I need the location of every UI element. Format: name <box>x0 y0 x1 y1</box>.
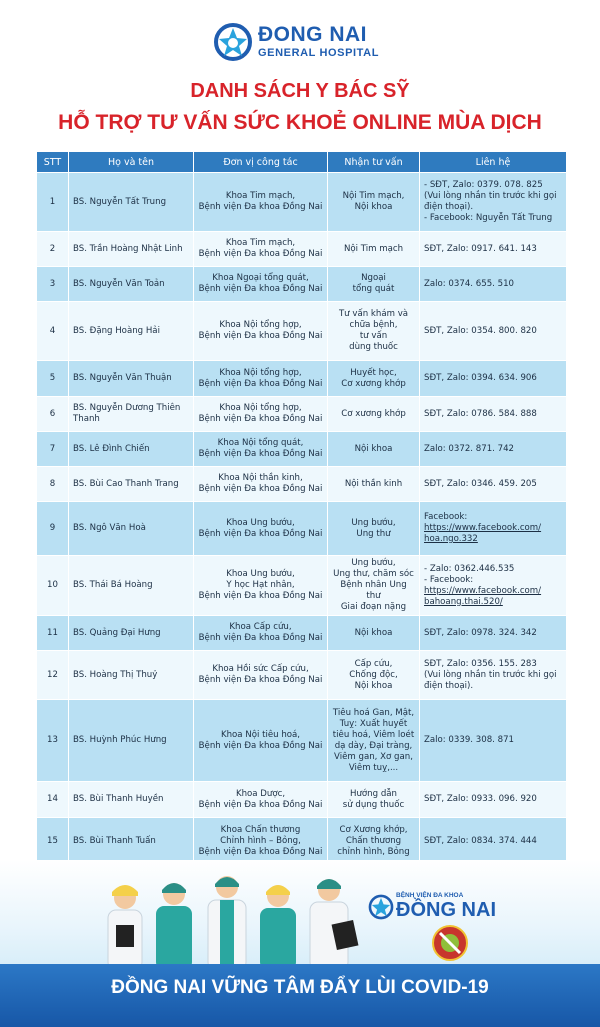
cell-line: Bệnh viện Đa khoa Đồng Nai <box>198 249 323 259</box>
doctor-name-cell <box>69 302 194 361</box>
cell-line: - Zalo: 0362.446.535 <box>424 563 515 574</box>
cell-line: Bệnh viện Đa khoa Đồng Nai <box>198 591 323 601</box>
cell-line: 11 <box>47 627 58 638</box>
doctor-name-cell <box>69 173 194 232</box>
doctor-name-cell <box>69 556 194 616</box>
table-body <box>37 173 567 865</box>
doctor-name-cell <box>69 502 194 556</box>
unit-cell <box>194 173 328 232</box>
contact-cell <box>420 302 567 361</box>
unit-cell <box>194 616 328 651</box>
cell-line: BS. Lê Đình Chiến <box>73 443 150 454</box>
table-row <box>37 700 567 782</box>
cell-line: Nội khoa <box>354 202 393 212</box>
cell-line: Chống độc, <box>349 669 398 680</box>
table-row <box>37 651 567 700</box>
doctor-name-cell <box>69 782 194 818</box>
stt-cell <box>37 467 69 502</box>
covid-stop-badge-icon <box>432 925 468 961</box>
cell-line: Viêm gan, Xơ gan, <box>334 751 413 762</box>
doctor-name-cell <box>69 267 194 302</box>
table-row <box>37 397 567 432</box>
cell-line: Nội khoa <box>354 627 393 638</box>
cell-line: 10 <box>47 580 58 590</box>
column-header: STT <box>37 152 69 173</box>
doctor-table <box>36 151 566 865</box>
cell-line: BS. Bùi Cao Thanh Trang <box>73 478 179 489</box>
hospital-star-icon <box>368 894 394 920</box>
cell-line: SĐT, Zalo: 0917. 641. 143 <box>424 243 537 254</box>
table-row <box>37 782 567 818</box>
cell-line: Bệnh nhân Ung thư <box>340 580 407 601</box>
medical-staff-illustration-icon <box>96 870 376 970</box>
cell-line: Hướng dẫn <box>350 788 397 799</box>
doctor-name-cell <box>69 616 194 651</box>
cell-line: Bệnh viện Đa khoa Đồng Nai <box>198 633 323 643</box>
cell-line: Bệnh viện Đa khoa Đồng Nai <box>198 484 323 494</box>
cell-line: SĐT, Zalo: 0346. 459. 205 <box>424 478 537 489</box>
cell-line: 6 <box>49 408 56 419</box>
support-cell <box>328 467 420 502</box>
cell-line: Khoa Nội tổng hợp, <box>219 403 302 413</box>
stt-cell <box>37 232 69 267</box>
table-row <box>37 502 567 556</box>
hospital-star-icon <box>213 22 253 62</box>
cell-line: Bệnh viện Đa khoa Đồng Nai <box>198 378 323 389</box>
cell-line: BS. Bùi Thanh Tuấn <box>73 835 156 846</box>
doctor-name-cell <box>69 432 194 467</box>
doctor-name-cell <box>69 467 194 502</box>
page-title: DANH SÁCH Y BÁC SỸ <box>190 80 410 102</box>
cell-line: 4 <box>49 325 56 336</box>
unit-cell <box>194 397 328 432</box>
facebook-link[interactable]: https://www.facebook.com/ <box>424 523 542 533</box>
cell-line: sử dụng thuốc <box>342 799 405 810</box>
cell-line: Giai đoạn nặng <box>340 602 407 612</box>
cell-line: Khoa Tim mạch, <box>225 191 296 201</box>
cell-line: tiêu hoá, Viêm loét <box>332 729 415 740</box>
cell-line: Nội khoa <box>354 680 393 691</box>
support-cell <box>328 502 420 556</box>
cell-line: Ung bướu, <box>351 517 396 528</box>
footer-hospital-name: ĐỒNG NAI <box>396 899 496 921</box>
cell-line: Tư vấn khám và <box>338 309 409 319</box>
cell-line: - SĐT, Zalo: 0379. 078. 825 <box>424 180 543 190</box>
cell-line: BS. Nguyễn Văn Toản <box>73 278 165 289</box>
cell-line: Bệnh viện Đa khoa Đồng Nai <box>198 740 323 751</box>
contact-cell <box>420 467 567 502</box>
cell-line: tổng quát <box>352 284 395 294</box>
unit-cell <box>194 782 328 818</box>
cell-line: Tiêu hoá Gan, Mật, <box>332 707 415 718</box>
cell-line: Nội Tim mạch <box>343 243 404 254</box>
cell-line: Facebook: <box>424 512 468 522</box>
logo-title: ĐONG NAI <box>258 23 367 46</box>
cell-line: 15 <box>47 835 58 846</box>
cell-line: Cấp cứu, <box>354 658 393 669</box>
unit-cell <box>194 700 328 782</box>
unit-cell <box>194 302 328 361</box>
support-cell <box>328 818 420 865</box>
cell-line: Zalo: 0372. 871. 742 <box>424 443 515 454</box>
cell-line: Khoa Ngoại tổng quát, <box>212 273 309 283</box>
stt-cell <box>37 361 69 397</box>
cell-line: Bệnh viện Đa khoa Đồng Nai <box>198 528 323 539</box>
cell-line: chữa bệnh, <box>349 320 398 330</box>
cell-line: BS. Đặng Hoàng Hải <box>73 325 160 336</box>
table-row <box>37 173 567 232</box>
cell-line: SĐT, Zalo: 0356. 155. 283 <box>424 658 537 669</box>
doctor-name-cell <box>69 651 194 700</box>
cell-line: Bệnh viện Đa khoa Đồng Nai <box>198 799 323 810</box>
stt-cell <box>37 502 69 556</box>
unit-cell <box>194 818 328 865</box>
unit-cell <box>194 232 328 267</box>
cell-line: Khoa Ung bướu, <box>226 569 295 579</box>
cell-line: Tuỵ: Xuất huyết <box>339 718 408 729</box>
unit-cell <box>194 432 328 467</box>
cell-line: 3 <box>49 278 56 289</box>
contact-cell <box>420 173 567 232</box>
unit-cell <box>194 651 328 700</box>
table-row <box>37 232 567 267</box>
unit-cell <box>194 502 328 556</box>
facebook-link[interactable]: bahoang.thai.520/ <box>424 596 503 607</box>
support-cell <box>328 782 420 818</box>
cell-line: Khoa Tim mạch, <box>225 238 296 248</box>
cell-line: Zalo: 0339. 308. 871 <box>424 735 515 745</box>
cell-line: Bệnh viện Đa khoa Đồng Nai <box>198 414 323 424</box>
contact-cell <box>420 232 567 267</box>
table-row <box>37 267 567 302</box>
cell-line: BS. Nguyễn Tất Trung <box>73 196 167 207</box>
cell-line: BS. Hoàng Thị Thuỷ <box>73 669 158 680</box>
contact-cell <box>420 700 567 782</box>
cell-line: BS. Trần Hoàng Nhật Linh <box>73 243 183 254</box>
page-subtitle: HỖ TRỢ TƯ VẤN SỨC KHOẺ ONLINE MÙA DỊCH <box>58 111 542 134</box>
cell-line: Nội thần kinh <box>344 478 403 489</box>
contact-cell <box>420 616 567 651</box>
support-cell <box>328 556 420 616</box>
cell-line: SĐT, Zalo: 0933. 096. 920 <box>424 794 537 804</box>
hospital-logo <box>0 18 600 70</box>
support-cell <box>328 397 420 432</box>
table-row <box>37 467 567 502</box>
cell-line: BS. Quảng Đại Hưng <box>73 627 161 638</box>
table-row <box>37 616 567 651</box>
cell-line: BS. Huỳnh Phúc Hưng <box>73 735 167 745</box>
table-row <box>37 361 567 397</box>
stt-cell <box>37 397 69 432</box>
cell-line: Khoa Nội tổng quát, <box>217 438 304 448</box>
cell-line: Khoa Nội thần kinh, <box>218 473 303 483</box>
table-header <box>37 152 567 173</box>
cell-line: Bệnh viện Đa khoa Đồng Nai <box>198 846 323 857</box>
support-cell <box>328 616 420 651</box>
column-header: Đơn vị công tác <box>194 152 328 173</box>
table-row <box>37 818 567 865</box>
cell-line: SĐT, Zalo: 0786. 584. 888 <box>424 408 537 419</box>
contact-cell <box>420 818 567 865</box>
cell-line: Y học Hạt nhân, <box>226 580 295 590</box>
support-cell <box>328 651 420 700</box>
cell-line: Ngoại <box>361 273 386 283</box>
cell-line: (Vui lòng nhắn tin trước khi gọi điện thoại). <box>424 191 557 212</box>
cell-line: Khoa Dược, <box>235 788 286 799</box>
facebook-link[interactable]: hoa.ngo.332 <box>424 534 478 544</box>
cell-line: Cơ xương khớp <box>341 408 406 419</box>
cell-line: 5 <box>49 373 56 383</box>
cell-line: Khoa Chấn thương <box>220 824 301 835</box>
cell-line: (Vui lòng nhắn tin trước khi gọi điện thoại). <box>424 669 557 691</box>
cell-line: BS. Bùi Thanh Huyền <box>73 794 164 804</box>
support-cell <box>328 267 420 302</box>
stt-cell <box>37 616 69 651</box>
stt-cell <box>37 782 69 818</box>
cell-line: Zalo: 0374. 655. 510 <box>424 278 515 289</box>
doctor-name-cell <box>69 361 194 397</box>
cell-line: Bệnh viện Đa khoa Đồng Nai <box>198 331 323 341</box>
unit-cell <box>194 361 328 397</box>
cell-line: dùng thuốc <box>349 342 398 352</box>
cell-line: BS. Ngô Văn Hoà <box>73 523 146 533</box>
stt-cell <box>37 302 69 361</box>
doctor-name-cell <box>69 818 194 865</box>
stt-cell <box>37 818 69 865</box>
cell-line: tư vấn <box>359 331 388 341</box>
cell-line: Cơ xương khớp <box>341 378 406 389</box>
cell-line: SĐT, Zalo: 0354. 800. 820 <box>424 325 537 336</box>
cell-line: Ung thư <box>356 528 391 539</box>
footer-slogan: ĐỒNG NAI VỮNG TÂM ĐẨY LÙI COVID-19 <box>111 977 489 998</box>
cell-line: Bệnh viện Đa khoa Đồng Nai <box>198 675 323 685</box>
table-row <box>37 432 567 467</box>
stt-cell <box>37 556 69 616</box>
contact-cell <box>420 267 567 302</box>
contact-cell <box>420 502 567 556</box>
doctor-name-cell <box>69 700 194 782</box>
cell-line: Ung bướu, <box>351 558 396 568</box>
cell-line: Ung thư, chăm sóc <box>333 569 414 579</box>
table-row <box>37 302 567 361</box>
cell-line: 2 <box>49 243 56 254</box>
cell-line: BS. Thái Bá Hoàng <box>73 580 153 590</box>
footer-hospital-label: BỆNH VIỆN ĐA KHOA <box>396 892 464 899</box>
cell-line: Khoa Nội tổng hợp, <box>219 320 302 330</box>
cell-line: chỉnh hình, Bỏng <box>337 846 410 857</box>
support-cell <box>328 361 420 397</box>
column-header: Nhận tư vấn <box>328 152 420 173</box>
cell-line: Chấn thương <box>345 835 402 846</box>
support-cell <box>328 302 420 361</box>
cell-line: SĐT, Zalo: 0394. 634. 906 <box>424 373 537 383</box>
column-header: Liên hệ <box>420 152 567 173</box>
stt-cell <box>37 173 69 232</box>
cell-line: 9 <box>49 523 56 533</box>
cell-line: 1 <box>49 196 56 207</box>
facebook-link[interactable]: https://www.facebook.com/ <box>424 585 542 596</box>
cell-line: Khoa Nội tổng hợp, <box>219 367 302 378</box>
hospital-footer-logo <box>368 888 528 928</box>
stt-cell <box>37 700 69 782</box>
cell-line: BS. Nguyễn Dương Thiên Thanh <box>73 403 181 424</box>
doctor-name-cell <box>69 232 194 267</box>
cell-line: SĐT, Zalo: 0834. 374. 444 <box>424 835 537 846</box>
column-header: Họ và tên <box>69 152 194 173</box>
logo-subtitle: GENERAL HOSPITAL <box>258 47 380 59</box>
doctor-name-cell <box>69 397 194 432</box>
support-cell <box>328 232 420 267</box>
stt-cell <box>37 432 69 467</box>
cell-line: SĐT, Zalo: 0978. 324. 342 <box>424 627 537 638</box>
cell-line: 13 <box>47 735 58 745</box>
cell-line: Huyết học, <box>350 367 397 378</box>
table-row <box>37 556 567 616</box>
cell-line: Nội Tim mạch, <box>342 191 405 201</box>
footer-banner <box>0 860 600 1027</box>
contact-cell <box>420 397 567 432</box>
cell-line: Khoa Ung bướu, <box>226 517 295 528</box>
cell-line: 14 <box>47 794 58 804</box>
contact-cell <box>420 782 567 818</box>
unit-cell <box>194 467 328 502</box>
cell-line: Viêm tuỵ,... <box>348 762 399 773</box>
contact-cell <box>420 651 567 700</box>
cell-line: Cơ Xương khớp, <box>339 824 408 835</box>
support-cell <box>328 700 420 782</box>
cell-line: Chỉnh hình – Bỏng, <box>220 835 301 846</box>
cell-line: Khoa Cấp cứu, <box>229 622 292 632</box>
cell-line: - Facebook: <box>424 574 474 585</box>
stt-cell <box>37 267 69 302</box>
cell-line: 12 <box>47 669 58 680</box>
cell-line: Khoa Nội tiêu hoá, <box>220 729 301 740</box>
support-cell <box>328 173 420 232</box>
cell-line: 7 <box>49 443 56 454</box>
contact-cell <box>420 556 567 616</box>
cell-line: dạ dày, Đại tràng, <box>334 740 413 751</box>
cell-line: Khoa Hồi sức Cấp cứu, <box>212 664 309 674</box>
unit-cell <box>194 556 328 616</box>
cell-line: BS. Nguyễn Văn Thuận <box>73 373 172 383</box>
cell-line: Bệnh viện Đa khoa Đồng Nai <box>198 449 323 459</box>
cell-line: Nội khoa <box>354 443 393 454</box>
cell-line: Bệnh viện Đa khoa Đồng Nai <box>198 202 323 212</box>
cell-line: 8 <box>49 478 56 489</box>
contact-cell <box>420 361 567 397</box>
contact-cell <box>420 432 567 467</box>
unit-cell <box>194 267 328 302</box>
support-cell <box>328 432 420 467</box>
stt-cell <box>37 651 69 700</box>
cell-line: - Facebook: Nguyễn Tất Trung <box>424 213 553 223</box>
cell-line: Bệnh viện Đa khoa Đồng Nai <box>198 284 323 294</box>
